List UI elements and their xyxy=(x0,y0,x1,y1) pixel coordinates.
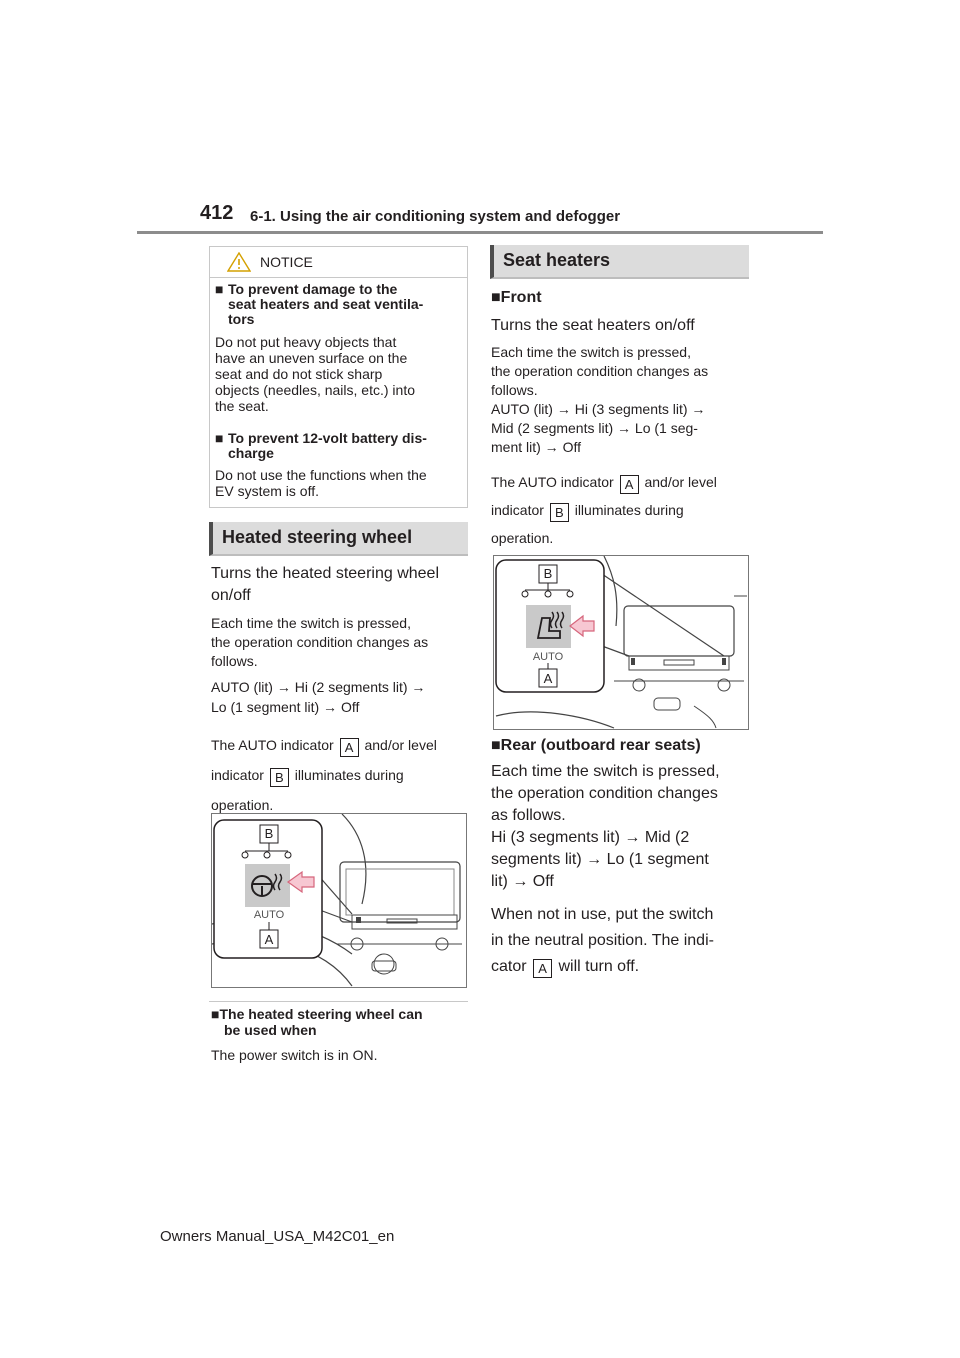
bullet-square-icon: ■ xyxy=(215,281,224,297)
text-line: ment lit) → Off xyxy=(491,439,581,455)
text-fragment: illuminates during xyxy=(574,502,684,518)
label-box-b: B xyxy=(550,503,569,522)
notice-title: NOTICE xyxy=(260,254,313,270)
label-box-a: A xyxy=(620,475,639,494)
text-line: AUTO (lit) → Hi (3 segments lit) → xyxy=(491,401,706,417)
text-fragment: The heated steering wheel can xyxy=(219,1006,423,1022)
notice-item-body xyxy=(215,334,415,414)
text-line: be used when xyxy=(224,1022,317,1038)
front-indicator-text xyxy=(491,468,717,552)
header-rule xyxy=(137,231,823,234)
text-line: Each time the switch is pressed, xyxy=(211,615,411,631)
front-heading xyxy=(491,287,542,309)
text-line: as follows. xyxy=(491,807,566,824)
body-line: the seat. xyxy=(215,398,269,414)
notice-box xyxy=(209,246,468,508)
auto-label: AUTO xyxy=(253,909,285,921)
text-line: Turns the heated steering wheel xyxy=(211,565,439,582)
section-heading-steering xyxy=(209,522,468,556)
front-cycle xyxy=(491,343,708,457)
steering-when-body: The power switch is in ON. xyxy=(211,1047,378,1063)
divider xyxy=(209,1001,468,1002)
body-line: have an uneven surface on the xyxy=(215,350,408,366)
heading-line: tors xyxy=(228,311,255,327)
section-title: Seat heaters xyxy=(503,250,611,270)
body-line: Do not put heavy objects that xyxy=(215,334,397,350)
text-line: AUTO (lit) → Hi (2 segments lit) → xyxy=(211,679,426,695)
page-number: 412 xyxy=(200,202,234,224)
text-line: operation. xyxy=(211,797,274,813)
steering-cycle xyxy=(211,614,428,671)
section-title: Heated steering wheel xyxy=(222,527,413,547)
label-box-a: A xyxy=(533,959,552,978)
text-line: Hi (3 segments lit) → Mid (2 xyxy=(491,829,690,846)
text-line: Mid (2 segments lit) → Lo (1 seg- xyxy=(491,420,698,436)
warning-triangle-icon xyxy=(227,252,251,272)
text-fragment: and/or level xyxy=(644,474,717,490)
bullet-square-icon: ■ xyxy=(491,289,501,306)
seat-heater-illustration xyxy=(493,555,749,730)
text-line: on/off xyxy=(211,587,251,604)
bullet-square-icon: ■ xyxy=(215,430,224,446)
front-intro: Turns the seat heaters on/off xyxy=(491,317,695,334)
body-line: Do not use the functions when the xyxy=(215,467,427,483)
section-heading-seat xyxy=(490,245,749,279)
text-fragment: The AUTO indicator xyxy=(211,737,334,753)
text-line: follows. xyxy=(211,653,258,669)
text-fragment: illuminates during xyxy=(294,767,404,783)
notice-item-heading xyxy=(215,431,427,461)
notice-item-body xyxy=(215,467,427,499)
text-line: segments lit) → Lo (1 segment xyxy=(491,851,709,868)
footer-text: Owners Manual_USA_M42C01_en xyxy=(160,1228,395,1245)
label-a: A xyxy=(543,671,553,686)
text-fragment: The AUTO indicator xyxy=(491,474,614,490)
text-fragment: Rear (outboard rear seats) xyxy=(500,737,701,754)
steering-indicator-text xyxy=(211,730,437,820)
rear-heading xyxy=(491,735,701,757)
heading-line: seat heaters and seat ventila- xyxy=(228,296,424,312)
text-line: Each time the switch is pressed, xyxy=(491,344,691,360)
notice-item-heading xyxy=(215,282,423,327)
text-line: lit) → Off xyxy=(491,873,554,890)
text-line: When not in use, put the switch xyxy=(491,906,714,923)
text-fragment: indicator xyxy=(491,502,544,518)
text-line: the operation condition changes as xyxy=(491,363,709,379)
heading-line: To prevent 12-volt battery dis- xyxy=(228,430,427,446)
text-line: Lo (1 segment lit) → Off xyxy=(211,699,360,715)
rear-body xyxy=(491,761,720,893)
text-line: operation. xyxy=(491,530,554,546)
dashboard-drawing xyxy=(494,556,748,729)
heading-line: To prevent damage to the xyxy=(228,281,398,297)
auto-label: AUTO xyxy=(532,651,564,663)
notice-header xyxy=(210,247,467,278)
heading-line: charge xyxy=(228,445,274,461)
text-fragment: will turn off. xyxy=(558,958,640,975)
label-a: A xyxy=(264,932,274,947)
text-line: in the neutral position. The indi- xyxy=(491,932,714,949)
neutral-text xyxy=(491,902,714,980)
text-line: the operation condition changes as xyxy=(211,634,429,650)
body-line: seat and do not stick sharp xyxy=(215,366,383,382)
text-line: the operation condition changes xyxy=(491,785,718,802)
dashboard-drawing xyxy=(212,814,466,987)
bullet-square-icon: ■ xyxy=(491,737,501,754)
label-box-b: B xyxy=(270,768,289,787)
text-fragment: cator xyxy=(491,958,527,975)
steering-sequence xyxy=(211,677,425,717)
text-line: follows. xyxy=(491,382,538,398)
bullet-square-icon: ■ xyxy=(211,1006,220,1022)
text-fragment: indicator xyxy=(211,767,264,783)
text-fragment: and/or level xyxy=(364,737,437,753)
text-line: Each time the switch is pressed, xyxy=(491,763,720,780)
body-line: EV system is off. xyxy=(215,483,319,499)
steering-intro xyxy=(211,563,439,607)
label-b: B xyxy=(543,566,553,581)
label-box-a: A xyxy=(340,738,359,757)
steering-when-heading xyxy=(211,1006,423,1038)
chapter-title: 6-1. Using the air conditioning system and defogger xyxy=(250,208,621,225)
text-fragment: Front xyxy=(500,289,542,306)
steering-wheel-illustration xyxy=(211,813,467,988)
body-line: objects (needles, nails, etc.) into xyxy=(215,382,415,398)
label-b: B xyxy=(264,826,274,841)
